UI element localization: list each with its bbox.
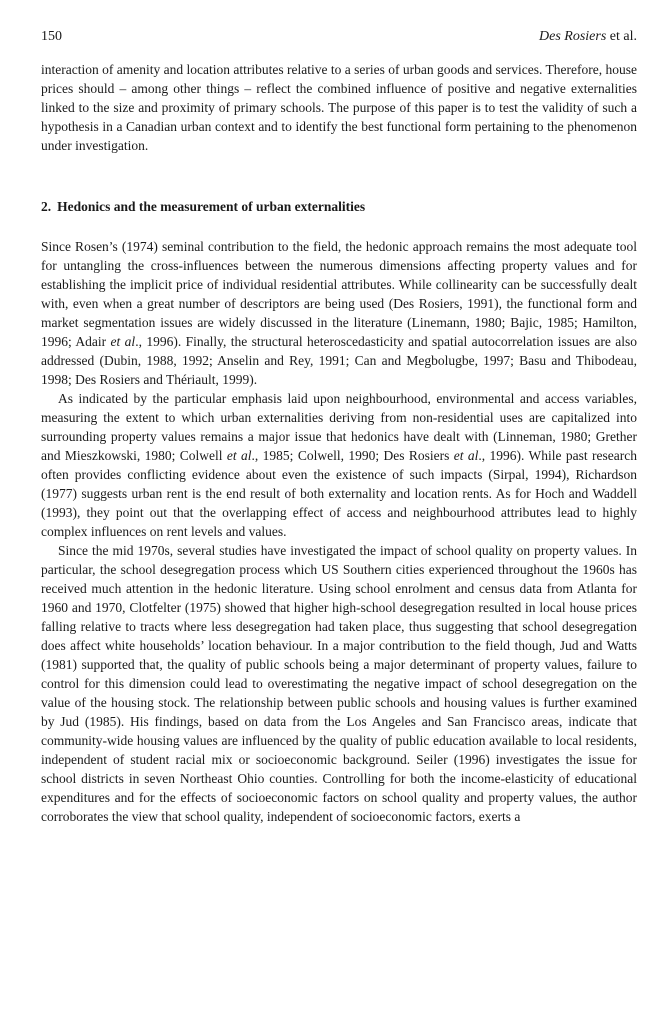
body-paragraph-1 <box>41 237 637 389</box>
p2-text-c: ., 1996). While past research often provides conflicting evidence about even the existence of such impacts (Sirpal, 1994), Richardson (1977) suggests urban rent is the end result of both externality and location rents. As for Hoch and Waddell (1993), they point out that the overlapping effect of access and neighbourhood attributes lead to highly complex influences on rent levels and values. <box>41 448 637 539</box>
body-paragraph-2 <box>41 389 637 541</box>
section-number: 2. <box>41 199 52 214</box>
running-head-authors <box>539 28 637 46</box>
page <box>41 28 637 826</box>
p1-text-a: Since Rosen’s (1974) seminal contribution to the field, the hedonic approach remains the most adequate tool for untangling the cross-influences between the numerous dimensions affecting property values and for establishing the implicit price of individual residential attributes. While collinearity can be successfully dealt with, even when a great number of descriptors are being used (Des Rosiers, 1991), the functional form and market segmentation issues are widely discussed in the literature (Linemann, 1980; Bajic, 1985; Hamilton, 1996; Adair <box>41 239 637 349</box>
p2-etal-2: et al <box>453 448 479 463</box>
running-head-authors-suffix: et al. <box>606 29 637 44</box>
running-head-authors-italic: Des Rosiers <box>539 29 607 44</box>
p2-text-b: ., 1985; Colwell, 1990; Des Rosiers <box>251 448 454 463</box>
p1-etal: et al <box>110 334 136 349</box>
page-number: 150 <box>41 29 62 44</box>
running-head <box>41 28 637 46</box>
p1-text-b: ., 1996). Finally, the structural heteroscedasticity and spatial autocorrelation issues are also addressed (Dubin, 1988, 1992; Anselin and Rey, 1991; Can and Megbolugbe, 1997; Basu and Thibodeau, 1998; Des Rosiers and Thériault, 1999). <box>41 334 637 387</box>
body-paragraph-3: Since the mid 1970s, several studies have investigated the impact of school quality on property values. In particular, the school desegregation process which US Southern cities experienced throughout the 1960s has received much attention in the hedonic literature. Using school enrolment and census data from Atlanta for 1960 and 1970, Clotfelter (1975) showed that higher high-school desegregation resulted in local house prices falling relative to tracts where less desegregation had taken place, thus suggesting that school desegregation does affect white households’ location behaviour. In a major contribution to the field though, Jud and Watts (1981) supported that, the quality of public schools being a major determinant of property values, failure to control for this dimension could lead to overestimating the negative impact of school desegregation on the value of the housing stock. The relationship between public schools and housing values is further examined by Jud (1985). His findings, based on data from the Los Angeles and San Francisco areas, indicate that community-wide housing values are influenced by the quality of public education available to local residents, independent of student racial mix or socioeconomic background. Seiler (1996) investigates the issue for school districts in seven Northeast Ohio counties. Controlling for both the income-elasticity of educational expenditures and for the effects of socioeconomic factors on school quality and property values, the author corroborates the view that school quality, independent of socioeconomic factors, exerts a <box>41 543 637 824</box>
section-title: Hedonics and the measurement of urban externalities <box>57 199 366 214</box>
p2-etal-1: et al <box>226 448 252 463</box>
p2-text-a: As indicated by the particular emphasis laid upon neighbourhood, environmental and access variables, measuring the extent to which urban externalities deriving from non-residential uses are capitalized into surrounding property values remains a major issue that hedonics have dealt with (Linneman, 1980; Grether and Mieszkowski, 1980; Colwell <box>41 391 637 463</box>
section-heading <box>41 197 637 216</box>
intro-paragraph: interaction of amenity and location attributes relative to a series of urban goods and services. Therefore, house prices should – among other things – reflect the combined influence of positive and negative externalities linked to the size and proximity of primary schools. The purpose of this paper is to test the validity of such a hypothesis in a Canadian urban context and to identify the best functional form pertaining to the phenomenon under investigation. <box>41 62 637 153</box>
